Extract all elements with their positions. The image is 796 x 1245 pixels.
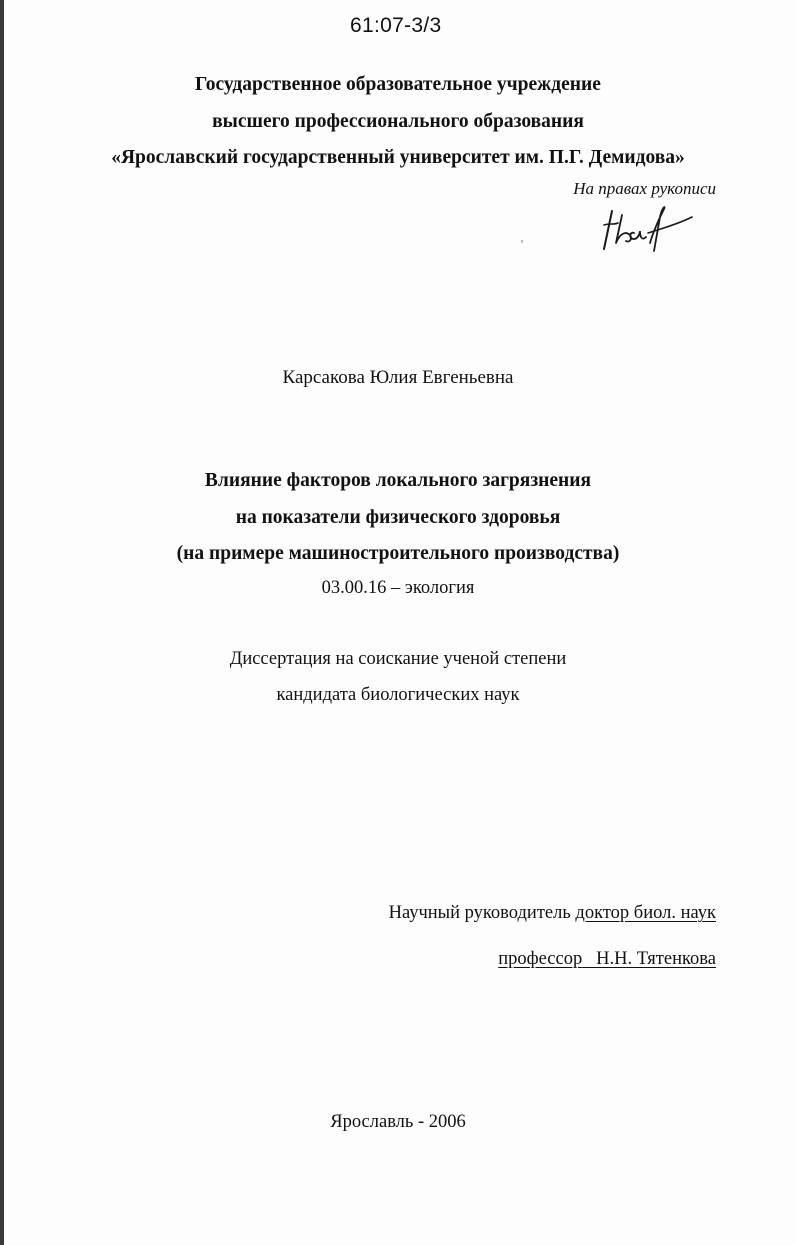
- supervisor-label: Научный руководитель: [388, 903, 571, 923]
- supervisor-line-2: [498, 949, 716, 970]
- degree-line-1: Диссертация на соискание ученой степени: [229, 649, 567, 669]
- supervisor-degree: доктор биол. наук: [575, 903, 716, 923]
- institution-line-3: «Ярославский государственный университет им. П.Г. Демидова»: [111, 147, 685, 168]
- scan-left-edge: [0, 0, 4, 1245]
- author-name: Карсакова Юлия Евгеньевна: [282, 367, 514, 388]
- manuscript-rights-note: На правах рукописи: [573, 179, 716, 198]
- city-year: Ярославль - 2006: [330, 1112, 466, 1132]
- handwritten-signature: [600, 203, 695, 253]
- thesis-title-line-2: на показатели физического здоровья: [235, 507, 561, 528]
- library-code: 61:07-3/3: [350, 14, 442, 37]
- institution-line-2: высшего профессионального образования: [212, 111, 584, 132]
- supervisor-title: профессор: [498, 949, 583, 969]
- thesis-title-line-3: (на примере машиностроительного производства): [176, 543, 620, 564]
- specialty-code: 03.00.16 – экология: [321, 578, 475, 598]
- degree-line-2: кандидата биологических наук: [276, 685, 520, 705]
- institution-line-1: Государственное образовательное учреждение: [195, 74, 601, 95]
- supervisor-line-1: [389, 903, 716, 924]
- scan-speck: [521, 240, 523, 243]
- thesis-title-line-1: Влияние факторов локального загрязнения: [204, 470, 592, 491]
- supervisor-name: Н.Н. Тятенкова: [596, 949, 716, 969]
